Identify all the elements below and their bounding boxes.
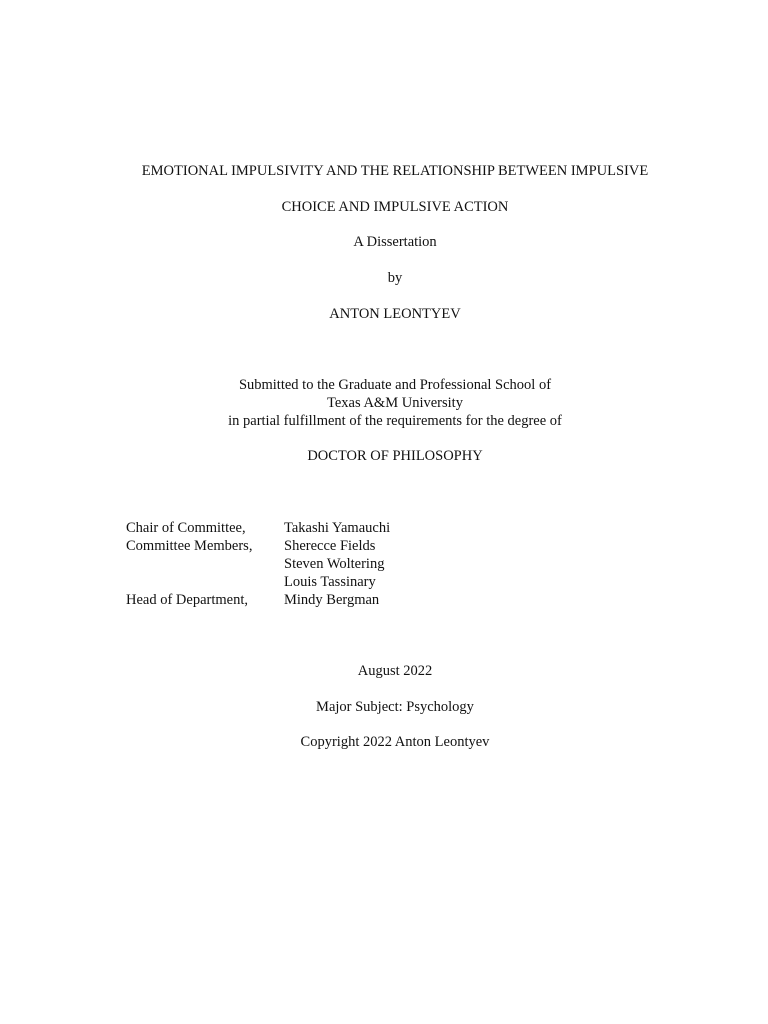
committee-member: Sherecce Fields	[284, 538, 376, 554]
committee-role: Head of Department,	[126, 592, 248, 608]
submission-line-3: in partial fulfillment of the requirements for the degree of	[228, 413, 562, 429]
committee-member: Steven Woltering	[284, 556, 385, 572]
degree-name: DOCTOR OF PHILOSOPHY	[307, 448, 483, 464]
major-subject: Major Subject: Psychology	[316, 699, 474, 715]
committee-member: Takashi Yamauchi	[284, 520, 391, 536]
committee-role: Chair of Committee,	[126, 520, 246, 536]
copyright-notice: Copyright 2022 Anton Leontyev	[300, 734, 490, 750]
committee-member: Louis Tassinary	[284, 574, 376, 590]
submission-line-1: Submitted to the Graduate and Professional School of	[238, 377, 552, 393]
by-label: by	[387, 270, 403, 286]
submission-line-2: Texas A&M University	[327, 395, 463, 411]
committee-member: Mindy Bergman	[284, 592, 380, 608]
title-line-1: EMOTIONAL IMPULSIVITY AND THE RELATIONSHIP BETWEEN IMPULSIVE	[141, 163, 649, 179]
committee-role: Committee Members,	[126, 538, 253, 554]
submission-date: August 2022	[357, 663, 433, 679]
author-name: ANTON LEONTYEV	[329, 306, 461, 322]
document-type: A Dissertation	[353, 234, 437, 250]
title-line-2: CHOICE AND IMPULSIVE ACTION	[281, 199, 509, 215]
